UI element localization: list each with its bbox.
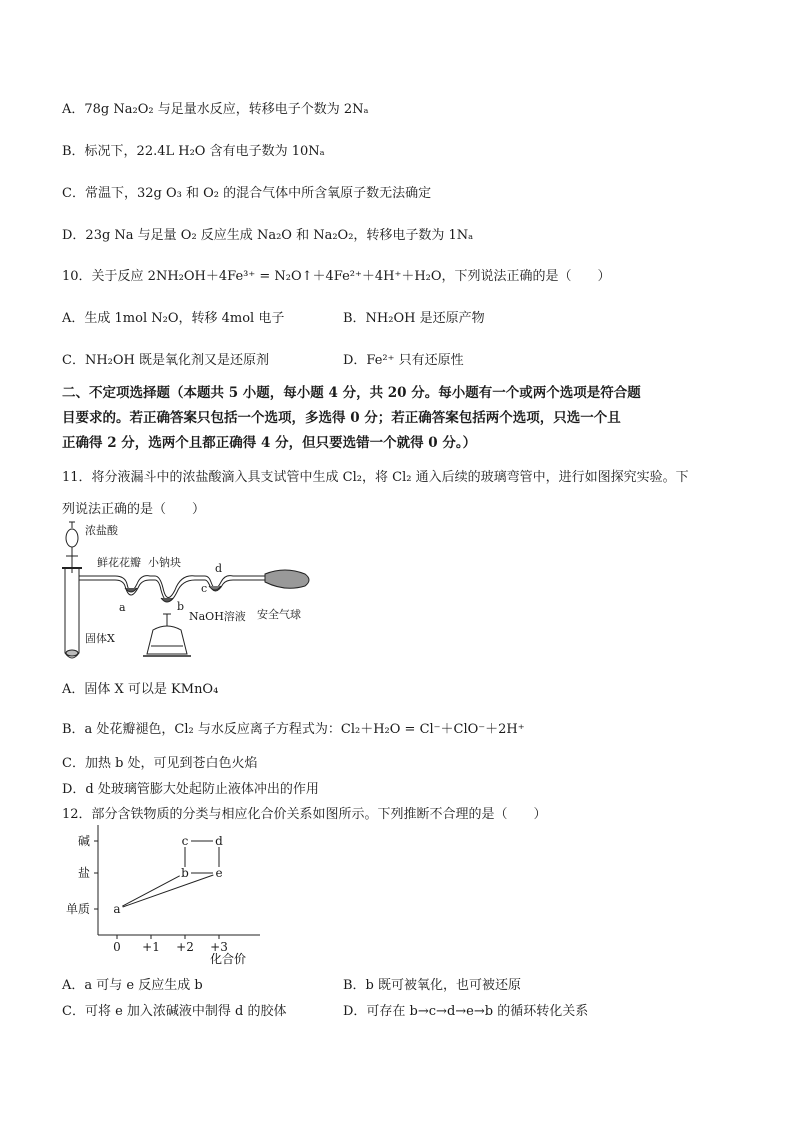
connection-a-b [122, 876, 179, 906]
y-tick-label: 单质 [65, 902, 90, 916]
connection-a-e [123, 875, 214, 907]
q12-option-d: D．可存在 b→c→d→e→b 的循环转化关系 [343, 1004, 589, 1019]
label-acid: 浓盐酸 [85, 524, 118, 537]
x-axis-title: 化合价 [210, 952, 247, 966]
point-a: a [113, 902, 121, 916]
y-tick-label: 碱 [77, 834, 90, 848]
q11-option-d: D．d 处玻璃管膨大处起防止液体冲出的作用 [62, 782, 319, 797]
q12-option-c: C．可将 e 加入浓碱液中制得 d 的胶体 [62, 1004, 287, 1019]
label-petal: 鲜花花瓣 [97, 556, 141, 569]
label-balloon: 安全气球 [257, 608, 301, 621]
x-tick-label: 0 [113, 940, 121, 954]
q11-apparatus-diagram [55, 518, 315, 668]
point-b: b [181, 866, 189, 880]
q11-option-b: B．a 处花瓣褪色，Cl₂ 与水反应离子方程式为：Cl₂＋H₂O = Cl⁻＋ClO⁻＋2H⁺ [62, 722, 525, 737]
section2-line1: 二、不定项选择题（本题共 5 小题，每小题 4 分，共 20 分。每小题有一个或两个选项是符合题 [62, 385, 641, 401]
q12-option-a: A．a 可与 e 反应生成 b [62, 978, 203, 993]
q10-option-d: D．Fe²⁺ 只有还原性 [343, 353, 464, 368]
q9-option-b: B．标况下，22.4L H₂O 含有电子数为 10Nₐ [62, 144, 325, 159]
q12-valence-chart [60, 823, 280, 968]
q9-option-a: A．78g Na₂O₂ 与足量水反应，转移电子个数为 2Nₐ [62, 102, 369, 117]
label-c: c [201, 582, 208, 595]
q10-option-b: B．NH₂OH 是还原产物 [343, 311, 485, 326]
q9-option-d: D．23g Na 与足量 O₂ 反应生成 Na₂O 和 Na₂O₂，转移电子数为 1Nₐ [62, 228, 474, 243]
section2-line2: 目要求的。若正确答案只包括一个选项，多选得 0 分；若正确答案包括两个选项，只选一个且 [62, 410, 621, 426]
q11-option-a: A．固体 X 可以是 KMnO₄ [62, 682, 219, 697]
q12-stem: 12．部分含铁物质的分类与相应化合价关系如图所示。下列推断不合理的是（ ） [62, 807, 547, 822]
q10-option-c: C．NH₂OH 既是氧化剂又是还原剂 [62, 353, 269, 368]
x-tick-label: +1 [142, 940, 160, 954]
y-tick-label: 盐 [77, 866, 90, 880]
label-naoh: NaOH溶液 [189, 610, 246, 623]
q11-option-c: C．加热 b 处，可见到苍白色火焰 [62, 756, 258, 771]
x-tick-label: +2 [176, 940, 194, 954]
point-d: d [215, 834, 223, 848]
label-solid-x: 固体X [85, 632, 115, 645]
q10-option-a: A．生成 1mol N₂O，转移 4mol 电子 [62, 311, 285, 326]
section2-line3: 正确得 2 分，选两个且都正确得 4 分，但只要选错一个就得 0 分。） [62, 435, 477, 451]
q9-option-c: C．常温下，32g O₃ 和 O₂ 的混合气体中所含氧原子数无法确定 [62, 186, 432, 201]
q10-stem: 10．关于反应 2NH₂OH＋4Fe³⁺ = N₂O↑＋4Fe²⁺＋4H⁺＋H₂O，下列说法正确的是（ ） [62, 269, 611, 284]
point-e: e [215, 866, 223, 880]
q12-option-b: B．b 既可被氧化，也可被还原 [343, 978, 522, 993]
point-c: c [181, 834, 189, 848]
label-d: d [215, 562, 223, 575]
label-b: b [177, 600, 185, 613]
label-sodium: 小钠块 [148, 556, 181, 569]
q11-stem-line2: 列说法正确的是（ ） [62, 502, 206, 517]
label-a: a [119, 601, 126, 614]
x-tick-label: +3 [210, 940, 228, 954]
q11-stem-line1: 11．将分液漏斗中的浓盐酸滴入具支试管中生成 Cl₂，将 Cl₂ 通入后续的玻璃弯管中，进行如图探究实验。下 [62, 470, 689, 485]
